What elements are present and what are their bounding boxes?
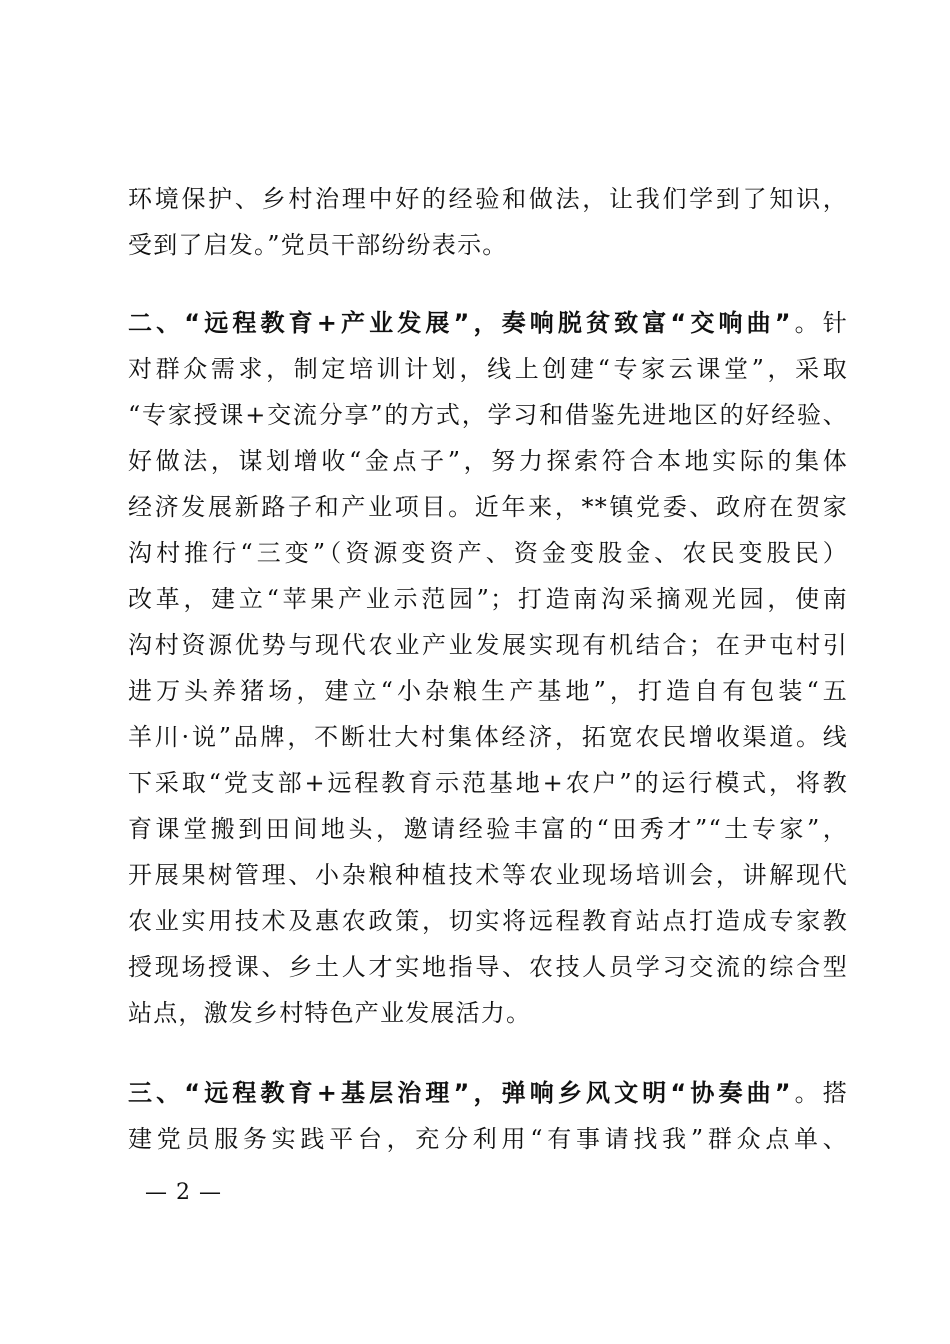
text-line: 授现场授课、乡土人才实地指导、农技人员学习交流的综合型 bbox=[128, 953, 848, 981]
text-line: 受到了启发。”党员干部纷纷表示。 bbox=[128, 231, 508, 259]
section-heading-2: 二、“远程教育+产业发展”，奏响脱贫致富“交响曲” bbox=[128, 309, 792, 337]
text-line: 建党员服务实践平台，充分利用“有事请找我”群众点单、 bbox=[128, 1125, 848, 1153]
heading-line bbox=[128, 300, 848, 346]
text-line: 沟村资源优势与现代农业产业发展实现有机结合；在尹屯村引 bbox=[128, 631, 848, 659]
text-line: 农业实用技术及惠农政策，切实将远程教育站点打造成专家教 bbox=[128, 907, 848, 935]
text-line: 好做法，谋划增收“金点子”，努力探索符合本地实际的集体 bbox=[128, 447, 848, 475]
heading-tail: 。针 bbox=[791, 309, 848, 337]
text-line: 对群众需求，制定培训计划，线上创建“专家云课堂”，采取 bbox=[128, 355, 848, 383]
text-line: 沟村推行“三变”（资源变资产、资金变股金、农民变股民） bbox=[128, 539, 848, 567]
text-line: 环境保护、乡村治理中好的经验和做法，让我们学到了知识， bbox=[128, 185, 848, 213]
text-line: 站点，激发乡村特色产业发展活力。 bbox=[128, 999, 532, 1027]
paragraph-2 bbox=[128, 300, 848, 1036]
section-heading-3: 三、“远程教育+基层治理”，弹响乡风文明“协奏曲” bbox=[128, 1079, 792, 1107]
text-line: 改革，建立“苹果产业示范园”；打造南沟采摘观光园，使南 bbox=[128, 585, 848, 613]
text-line: 开展果树管理、小杂粮种植技术等农业现场培训会，讲解现代 bbox=[128, 861, 848, 889]
text-line: 经济发展新路子和产业项目。近年来，**镇党委、政府在贺家 bbox=[128, 493, 848, 521]
heading-tail: 。搭 bbox=[791, 1079, 848, 1107]
text-line: 羊川·说”品牌，不断壮大村集体经济，拓宽农民增收渠道。线 bbox=[128, 723, 848, 751]
text-line: 进万头养猪场，建立“小杂粮生产基地”，打造自有包装“五 bbox=[128, 677, 848, 705]
text-line: 下采取“党支部+远程教育示范基地+农户”的运行模式，将教 bbox=[128, 769, 848, 797]
text-line: “专家授课+交流分享”的方式，学习和借鉴先进地区的好经验、 bbox=[128, 401, 848, 429]
paragraph-1 bbox=[128, 176, 848, 268]
page-number: — 2 — bbox=[145, 1180, 222, 1205]
heading-line bbox=[128, 1070, 848, 1116]
text-line: 育课堂搬到田间地头，邀请经验丰富的“田秀才”“土专家”， bbox=[128, 815, 848, 843]
paragraph-3 bbox=[128, 1070, 848, 1162]
